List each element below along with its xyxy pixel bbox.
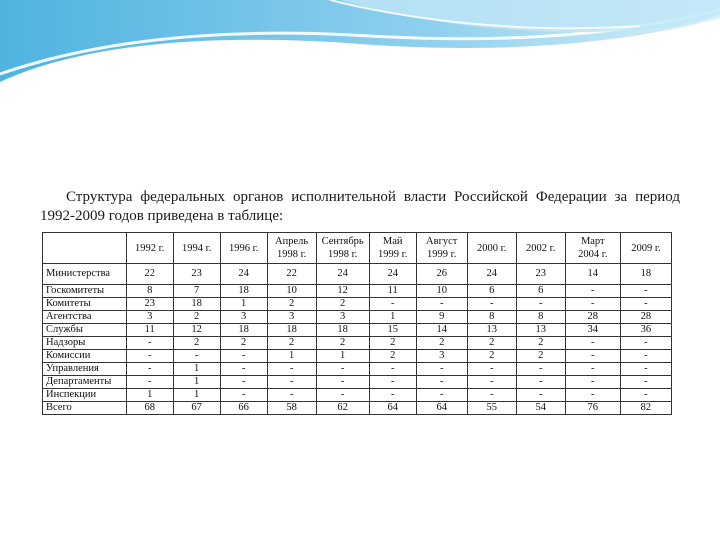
table-cell: 18	[173, 298, 220, 311]
column-header: 1996 г.	[220, 233, 267, 264]
table-cell: 14	[565, 264, 620, 285]
table-cell: 2	[369, 337, 416, 350]
table-cell: 8	[126, 285, 173, 298]
table-cell: 22	[267, 264, 316, 285]
column-header: 2002 г.	[516, 233, 565, 264]
row-label: Всего	[43, 402, 127, 415]
table-cell: -	[565, 298, 620, 311]
table-cell: -	[620, 363, 671, 376]
table-cell: 24	[220, 264, 267, 285]
table-cell: -	[467, 298, 516, 311]
table-cell: 22	[126, 264, 173, 285]
table-header-row	[43, 233, 672, 264]
row-label: Службы	[43, 324, 127, 337]
table-cell: 2	[267, 298, 316, 311]
column-header: Март 2004 г.	[565, 233, 620, 264]
table-cell: -	[173, 350, 220, 363]
table-cell: 1	[173, 376, 220, 389]
table-cell: 13	[467, 324, 516, 337]
table-cell: 28	[620, 311, 671, 324]
table-cell: -	[267, 376, 316, 389]
table-cell: -	[467, 363, 516, 376]
table-cell: 24	[467, 264, 516, 285]
table-cell: -	[267, 389, 316, 402]
table-cell: -	[565, 350, 620, 363]
table-cell: 18	[220, 324, 267, 337]
table-cell: 2	[369, 350, 416, 363]
table-cell: 7	[173, 285, 220, 298]
table-cell: 15	[369, 324, 416, 337]
table-cell: 24	[369, 264, 416, 285]
table-cell: 10	[416, 285, 467, 298]
table-cell: 26	[416, 264, 467, 285]
table-cell: 1	[126, 389, 173, 402]
table-row	[43, 337, 672, 350]
structure-table	[42, 232, 672, 415]
table-row	[43, 264, 672, 285]
table-cell: 23	[126, 298, 173, 311]
row-label: Департаменты	[43, 376, 127, 389]
table-cell: 2	[516, 350, 565, 363]
table-cell: -	[565, 363, 620, 376]
table-cell: 13	[516, 324, 565, 337]
table-cell: -	[369, 376, 416, 389]
row-label: Инспекции	[43, 389, 127, 402]
table-cell: 9	[416, 311, 467, 324]
table-cell: 23	[516, 264, 565, 285]
table-cell: 2	[220, 337, 267, 350]
table-cell: 12	[173, 324, 220, 337]
table-cell: 23	[173, 264, 220, 285]
table-cell: -	[369, 389, 416, 402]
table-cell: -	[620, 337, 671, 350]
row-label: Комитеты	[43, 298, 127, 311]
row-label: Надзоры	[43, 337, 127, 350]
table-cell: 8	[516, 311, 565, 324]
table-cell: -	[565, 389, 620, 402]
table-cell: -	[416, 363, 467, 376]
table-cell: 1	[316, 350, 369, 363]
table-cell: -	[416, 376, 467, 389]
table-cell: 11	[369, 285, 416, 298]
row-label: Управления	[43, 363, 127, 376]
table-cell: 1	[369, 311, 416, 324]
table-cell: 14	[416, 324, 467, 337]
header-wave-decoration	[0, 0, 720, 90]
slide-heading: Структура федеральных органов исполнительной власти Российской Федерации за период 1992-2009 годов приведена в таблице:	[40, 189, 680, 224]
table-cell: 11	[126, 324, 173, 337]
table-cell: -	[516, 298, 565, 311]
column-header: 2000 г.	[467, 233, 516, 264]
table-row	[43, 298, 672, 311]
table-cell: -	[220, 363, 267, 376]
table-cell: -	[516, 363, 565, 376]
table-cell: -	[316, 363, 369, 376]
table-cell: 3	[416, 350, 467, 363]
table-cell: 66	[220, 402, 267, 415]
table-cell: -	[565, 337, 620, 350]
column-header: 1994 г.	[173, 233, 220, 264]
row-label: Госкомитеты	[43, 285, 127, 298]
table-cell: 67	[173, 402, 220, 415]
table-cell: -	[516, 389, 565, 402]
row-label: Агентства	[43, 311, 127, 324]
table-cell: 3	[220, 311, 267, 324]
table-cell: -	[416, 298, 467, 311]
column-header: Май 1999 г.	[369, 233, 416, 264]
table-cell: -	[565, 285, 620, 298]
table-cell: 18	[316, 324, 369, 337]
table-cell: -	[126, 376, 173, 389]
table-row	[43, 402, 672, 415]
table-cell: 82	[620, 402, 671, 415]
table-cell: 18	[220, 285, 267, 298]
table-row	[43, 324, 672, 337]
table-cell: 1	[220, 298, 267, 311]
table-cell: -	[620, 389, 671, 402]
table-cell: -	[220, 376, 267, 389]
table-cell: 2	[267, 337, 316, 350]
table-cell: 2	[316, 337, 369, 350]
table-row	[43, 363, 672, 376]
table-cell: 6	[516, 285, 565, 298]
table-cell: 64	[416, 402, 467, 415]
table-row	[43, 311, 672, 324]
table-cell: -	[467, 376, 516, 389]
table-cell: -	[620, 298, 671, 311]
table-cell: 2	[173, 337, 220, 350]
table-cell: 2	[467, 337, 516, 350]
table-row	[43, 376, 672, 389]
table-cell: 28	[565, 311, 620, 324]
column-header: Август 1999 г.	[416, 233, 467, 264]
table-cell: 58	[267, 402, 316, 415]
table-cell: -	[516, 376, 565, 389]
table-cell: 8	[467, 311, 516, 324]
table-cell: 62	[316, 402, 369, 415]
table-cell: 10	[267, 285, 316, 298]
row-label: Комиссии	[43, 350, 127, 363]
table-cell: -	[369, 363, 416, 376]
table-cell: 12	[316, 285, 369, 298]
table-cell: 64	[369, 402, 416, 415]
table-cell: 54	[516, 402, 565, 415]
table-cell: -	[467, 389, 516, 402]
table-cell: -	[316, 389, 369, 402]
table-cell: 3	[316, 311, 369, 324]
table-cell: -	[416, 389, 467, 402]
table-cell: 55	[467, 402, 516, 415]
column-header: 2009 г.	[620, 233, 671, 264]
table-cell: 18	[267, 324, 316, 337]
column-header: 1992 г.	[126, 233, 173, 264]
table-cell: -	[620, 376, 671, 389]
table-cell: 6	[467, 285, 516, 298]
table-cell: -	[369, 298, 416, 311]
table-cell: 1	[267, 350, 316, 363]
table-row	[43, 389, 672, 402]
table-cell: -	[316, 376, 369, 389]
table-cell: 2	[467, 350, 516, 363]
column-header: Сентябрь 1998 г.	[316, 233, 369, 264]
table-cell: -	[620, 350, 671, 363]
table-cell: 3	[126, 311, 173, 324]
table-cell: 18	[620, 264, 671, 285]
table-cell: 76	[565, 402, 620, 415]
table-row	[43, 285, 672, 298]
table-cell: -	[220, 350, 267, 363]
table-cell: -	[126, 350, 173, 363]
table-cell: 2	[316, 298, 369, 311]
table-row	[43, 350, 672, 363]
table-cell: -	[267, 363, 316, 376]
table-cell: 1	[173, 363, 220, 376]
table-cell: 1	[173, 389, 220, 402]
table-cell: -	[126, 337, 173, 350]
table-cell: 2	[173, 311, 220, 324]
table-cell: -	[126, 363, 173, 376]
table-cell: 68	[126, 402, 173, 415]
table-cell: 34	[565, 324, 620, 337]
table-cell: -	[620, 285, 671, 298]
table-cell: 2	[516, 337, 565, 350]
table-cell: 36	[620, 324, 671, 337]
table-cell: -	[220, 389, 267, 402]
table-cell: 24	[316, 264, 369, 285]
slide-content	[40, 188, 680, 415]
corner-cell	[43, 233, 127, 264]
row-label: Министерства	[43, 264, 127, 285]
column-header: Апрель 1998 г.	[267, 233, 316, 264]
table-cell: 3	[267, 311, 316, 324]
table-cell: 2	[416, 337, 467, 350]
table-cell: -	[565, 376, 620, 389]
